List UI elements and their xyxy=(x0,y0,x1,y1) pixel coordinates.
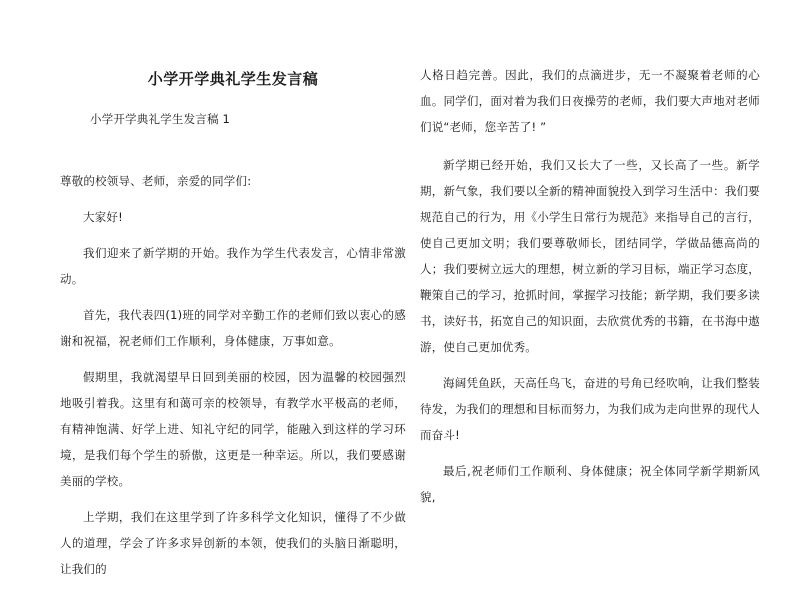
document-title: 小学开学典礼学生发言稿 xyxy=(147,70,319,88)
document-subtitle: 小学开学典礼学生发言稿 1 xyxy=(90,112,231,126)
paragraph: 假期里，我就渴望早日回到美丽的校园，因为温馨的校园强烈地吸引着我。这里有和蔼可亲的校领导，有教学水平极高的老师，有精神饱满、好学上进、知礼守纪的同学，能融入到这样的学习环境，是我们每个学生的骄傲，这更是一种幸运。所以，我们要感谢美丽的学校。 xyxy=(60,370,406,488)
paragraph: 首先，我代表四(1)班的同学对辛勤工作的老师们致以衷心的感谢和祝福，祝老师们工作顺利，身体健康，万事如意。 xyxy=(60,308,406,348)
paragraph: 我们迎来了新学期的开始。我作为学生代表发言，心情非常激动。 xyxy=(60,246,406,286)
paragraph: 最后,祝老师们工作顺利、身体健康；祝全体同学新学期新风貌, xyxy=(420,464,760,504)
salutation: 尊敬的校领导、老师，亲爱的同学们: xyxy=(60,174,252,188)
paragraph: 新学期已经开始，我们又长大了一些，又长高了一些。新学期，新气象，我们要以全新的精神面貌投入到学习生活中：我们要规范自己的行为，用《小学生日常行为规范》来指导自己的言行，使自己更加文明；我们要尊敬师长，团结同学，学做品德高尚的人；我们要树立远大的理想，树立新的学习目标，端正学习态度，鞭策自己的学习，抢抓时间，掌握学习技能；新学期，我们要多读书，读好书，拓宽自己的知识面，去欣赏优秀的书籍，在书海中遨游，使自己更加优秀。 xyxy=(420,158,760,354)
left-column xyxy=(60,66,406,592)
right-column xyxy=(420,62,760,520)
paragraph-continuation: 人格日趋完善。因此，我们的点滴进步，无一不凝聚着老师的心血。同学们，面对着为我们日夜操劳的老师，我们要大声地对老师们说“老师，您辛苦了! ” xyxy=(420,68,760,134)
greeting: 大家好! xyxy=(83,210,123,224)
paragraph: 海阔凭鱼跃，天高任鸟飞，奋进的号角已经吹响，让我们整装待发，为我们的理想和目标而努力，为我们成为走向世界的现代人而奋斗! xyxy=(420,376,760,442)
paragraph: 上学期，我们在这里学到了许多科学文化知识，懂得了不少做人的道理，学会了许多求异创新的本领，使我们的头脑日渐聪明，让我们的 xyxy=(60,510,406,576)
